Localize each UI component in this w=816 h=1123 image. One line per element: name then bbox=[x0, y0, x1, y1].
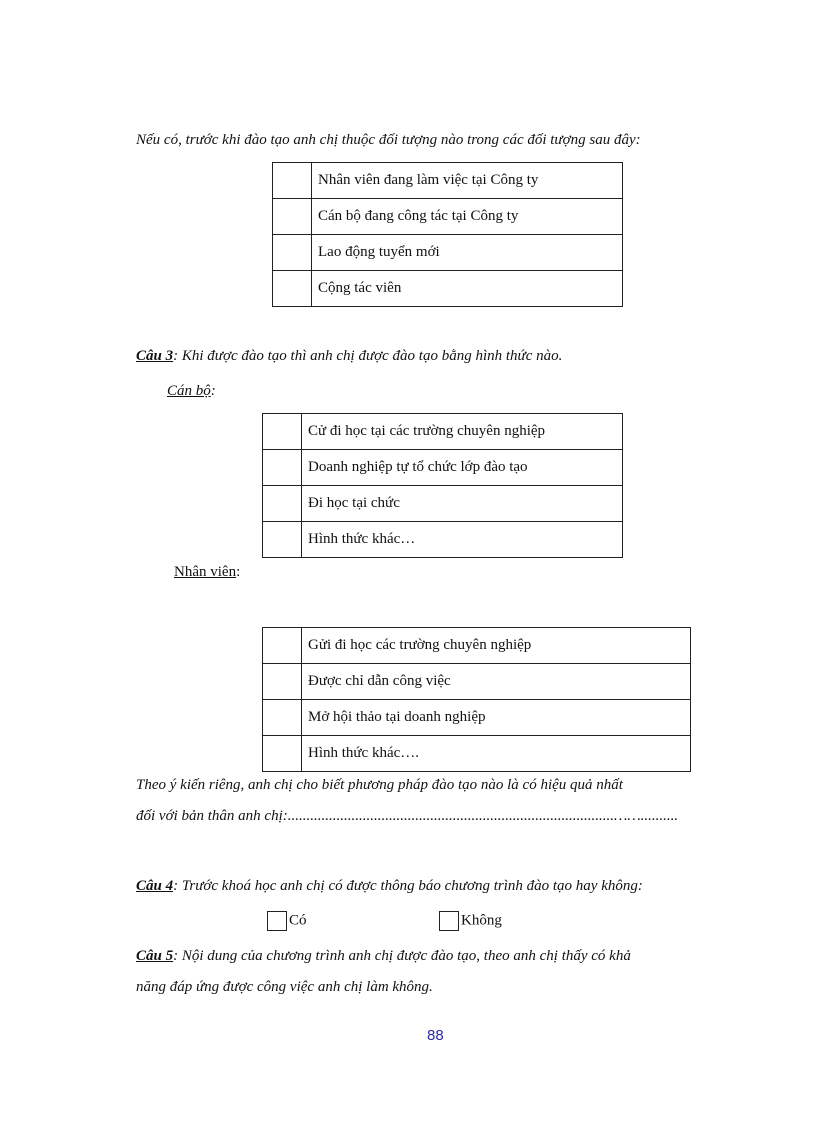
checkbox-yes[interactable] bbox=[267, 911, 287, 931]
option-yes[interactable] bbox=[267, 911, 307, 931]
option-label: Gửi đi học các trường chuyên nghiệp bbox=[302, 628, 691, 664]
question-4-text: : Trước khoá học anh chị có được thông báo chương trình đào tạo hay không: bbox=[173, 878, 643, 894]
option-no[interactable] bbox=[439, 911, 502, 931]
table-row bbox=[263, 664, 691, 700]
table-row bbox=[273, 163, 623, 199]
question-3-text: : Khi được đào tạo thì anh chị được đào tạo bằng hình thức nào. bbox=[173, 348, 563, 364]
table-row bbox=[263, 700, 691, 736]
option-label: Lao động tuyển mới bbox=[312, 235, 623, 271]
question-3 bbox=[136, 348, 562, 365]
option-label: Cộng tác viên bbox=[312, 271, 623, 307]
opinion-line-2: đối với bản thân anh chị:.......................................................................................…….......... bbox=[136, 808, 679, 824]
table-row bbox=[263, 736, 691, 772]
page-number: 88 bbox=[427, 1027, 444, 1044]
option-label: Nhân viên đang làm việc tại Công ty bbox=[312, 163, 623, 199]
checkbox-cell[interactable] bbox=[263, 628, 302, 664]
option-label: Đi học tại chức bbox=[302, 486, 623, 522]
table-row bbox=[263, 628, 691, 664]
checkbox-cell[interactable] bbox=[263, 522, 302, 558]
nhanvien-method-table bbox=[262, 627, 691, 772]
checkbox-cell[interactable] bbox=[273, 271, 312, 307]
table-row bbox=[263, 522, 623, 558]
question-4 bbox=[136, 878, 643, 895]
question-3-label: Câu 3 bbox=[136, 348, 174, 364]
nhanvien-label: Nhân viên bbox=[174, 564, 237, 580]
table-row bbox=[273, 199, 623, 235]
question-5-line-1 bbox=[136, 948, 631, 965]
canbo-suffix: : bbox=[210, 383, 216, 399]
option-label: Hình thức khác… bbox=[302, 522, 623, 558]
option-yes-label: Có bbox=[289, 912, 307, 929]
intro-question: Nếu có, trước khi đào tạo anh chị thuộc đối tượng nào trong các đối tượng sau đây: bbox=[136, 132, 641, 148]
checkbox-cell[interactable] bbox=[273, 163, 312, 199]
question-5-label: Câu 5 bbox=[136, 948, 174, 964]
table-row bbox=[263, 486, 623, 522]
target-group-table bbox=[272, 162, 623, 307]
checkbox-cell[interactable] bbox=[263, 664, 302, 700]
canbo-label: Cán bộ bbox=[167, 383, 211, 399]
checkbox-cell[interactable] bbox=[263, 414, 302, 450]
option-label: Mở hội thảo tại doanh nghiệp bbox=[302, 700, 691, 736]
option-label: Hình thức khác…. bbox=[302, 736, 691, 772]
checkbox-cell[interactable] bbox=[263, 736, 302, 772]
question-5-text: : Nội dung của chương trình anh chị được đào tạo, theo anh chị thấy có khả bbox=[173, 948, 631, 964]
checkbox-cell[interactable] bbox=[263, 700, 302, 736]
checkbox-no[interactable] bbox=[439, 911, 459, 931]
canbo-method-table bbox=[262, 413, 623, 558]
table-row bbox=[263, 414, 623, 450]
checkbox-cell[interactable] bbox=[273, 235, 312, 271]
question-4-label: Câu 4 bbox=[136, 878, 174, 894]
table-row bbox=[273, 271, 623, 307]
nhanvien-heading bbox=[174, 564, 240, 581]
option-label: Được chỉ dẫn công việc bbox=[302, 664, 691, 700]
checkbox-cell[interactable] bbox=[263, 450, 302, 486]
nhanvien-suffix: : bbox=[236, 564, 241, 580]
option-label: Cử đi học tại các trường chuyên nghiệp bbox=[302, 414, 623, 450]
option-label: Cán bộ đang công tác tại Công ty bbox=[312, 199, 623, 235]
option-no-label: Không bbox=[461, 912, 502, 929]
opinion-line-1: Theo ý kiến riêng, anh chị cho biết phương pháp đào tạo nào là có hiệu quả nhất bbox=[136, 777, 623, 793]
canbo-heading bbox=[167, 383, 216, 400]
checkbox-cell[interactable] bbox=[273, 199, 312, 235]
checkbox-cell[interactable] bbox=[263, 486, 302, 522]
option-label: Doanh nghiệp tự tổ chức lớp đào tạo bbox=[302, 450, 623, 486]
table-row bbox=[273, 235, 623, 271]
question-5-line-2: năng đáp ứng được công việc anh chị làm không. bbox=[136, 979, 433, 995]
table-row bbox=[263, 450, 623, 486]
